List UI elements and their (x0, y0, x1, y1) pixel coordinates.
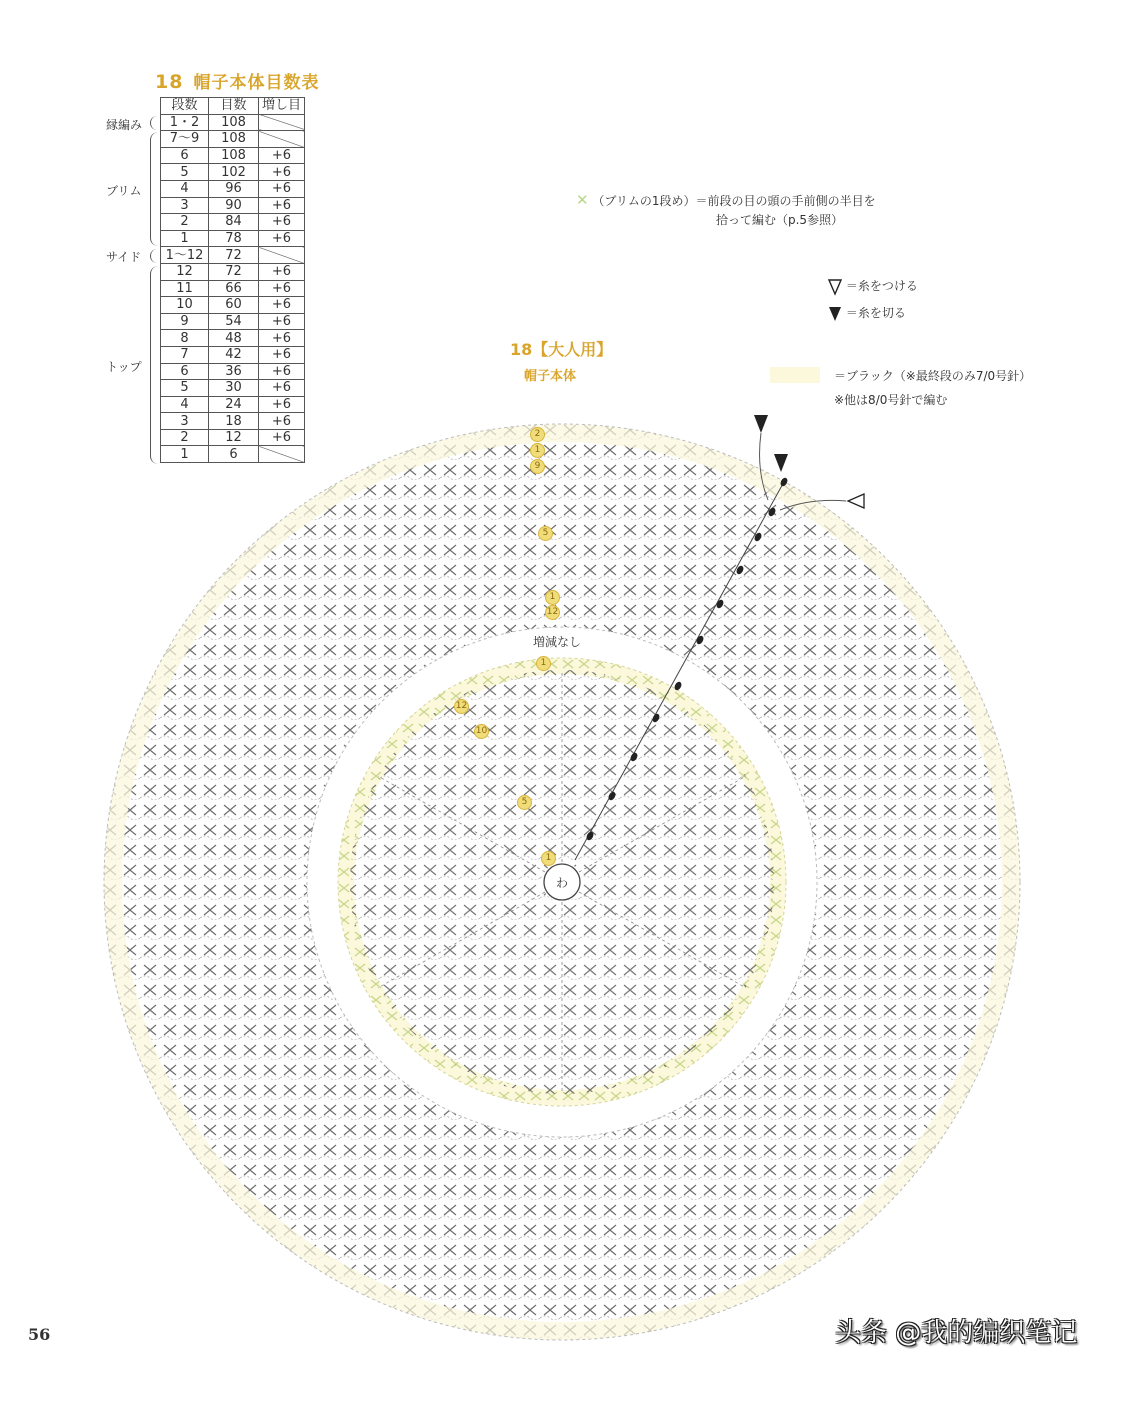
round-marker: 12 (454, 699, 469, 714)
round-marker: 1 (536, 656, 551, 671)
round-marker: 1 (530, 443, 545, 458)
round-marker: 2 (530, 427, 545, 442)
watermark: 头条 @我的编织笔记 (835, 1318, 1078, 1348)
round-marker: 1 (541, 851, 556, 866)
no-change-label: 増減なし (533, 635, 582, 649)
page-number: 56 (28, 1325, 51, 1344)
round-marker: 10 (474, 724, 489, 739)
round-marker: 5 (538, 526, 553, 541)
round-marker: 1 (545, 590, 560, 605)
round-marker: 12 (545, 605, 560, 620)
magic-ring-label: わ (556, 876, 569, 890)
round-marker: 9 (530, 459, 545, 474)
round-marker: 5 (517, 795, 532, 810)
